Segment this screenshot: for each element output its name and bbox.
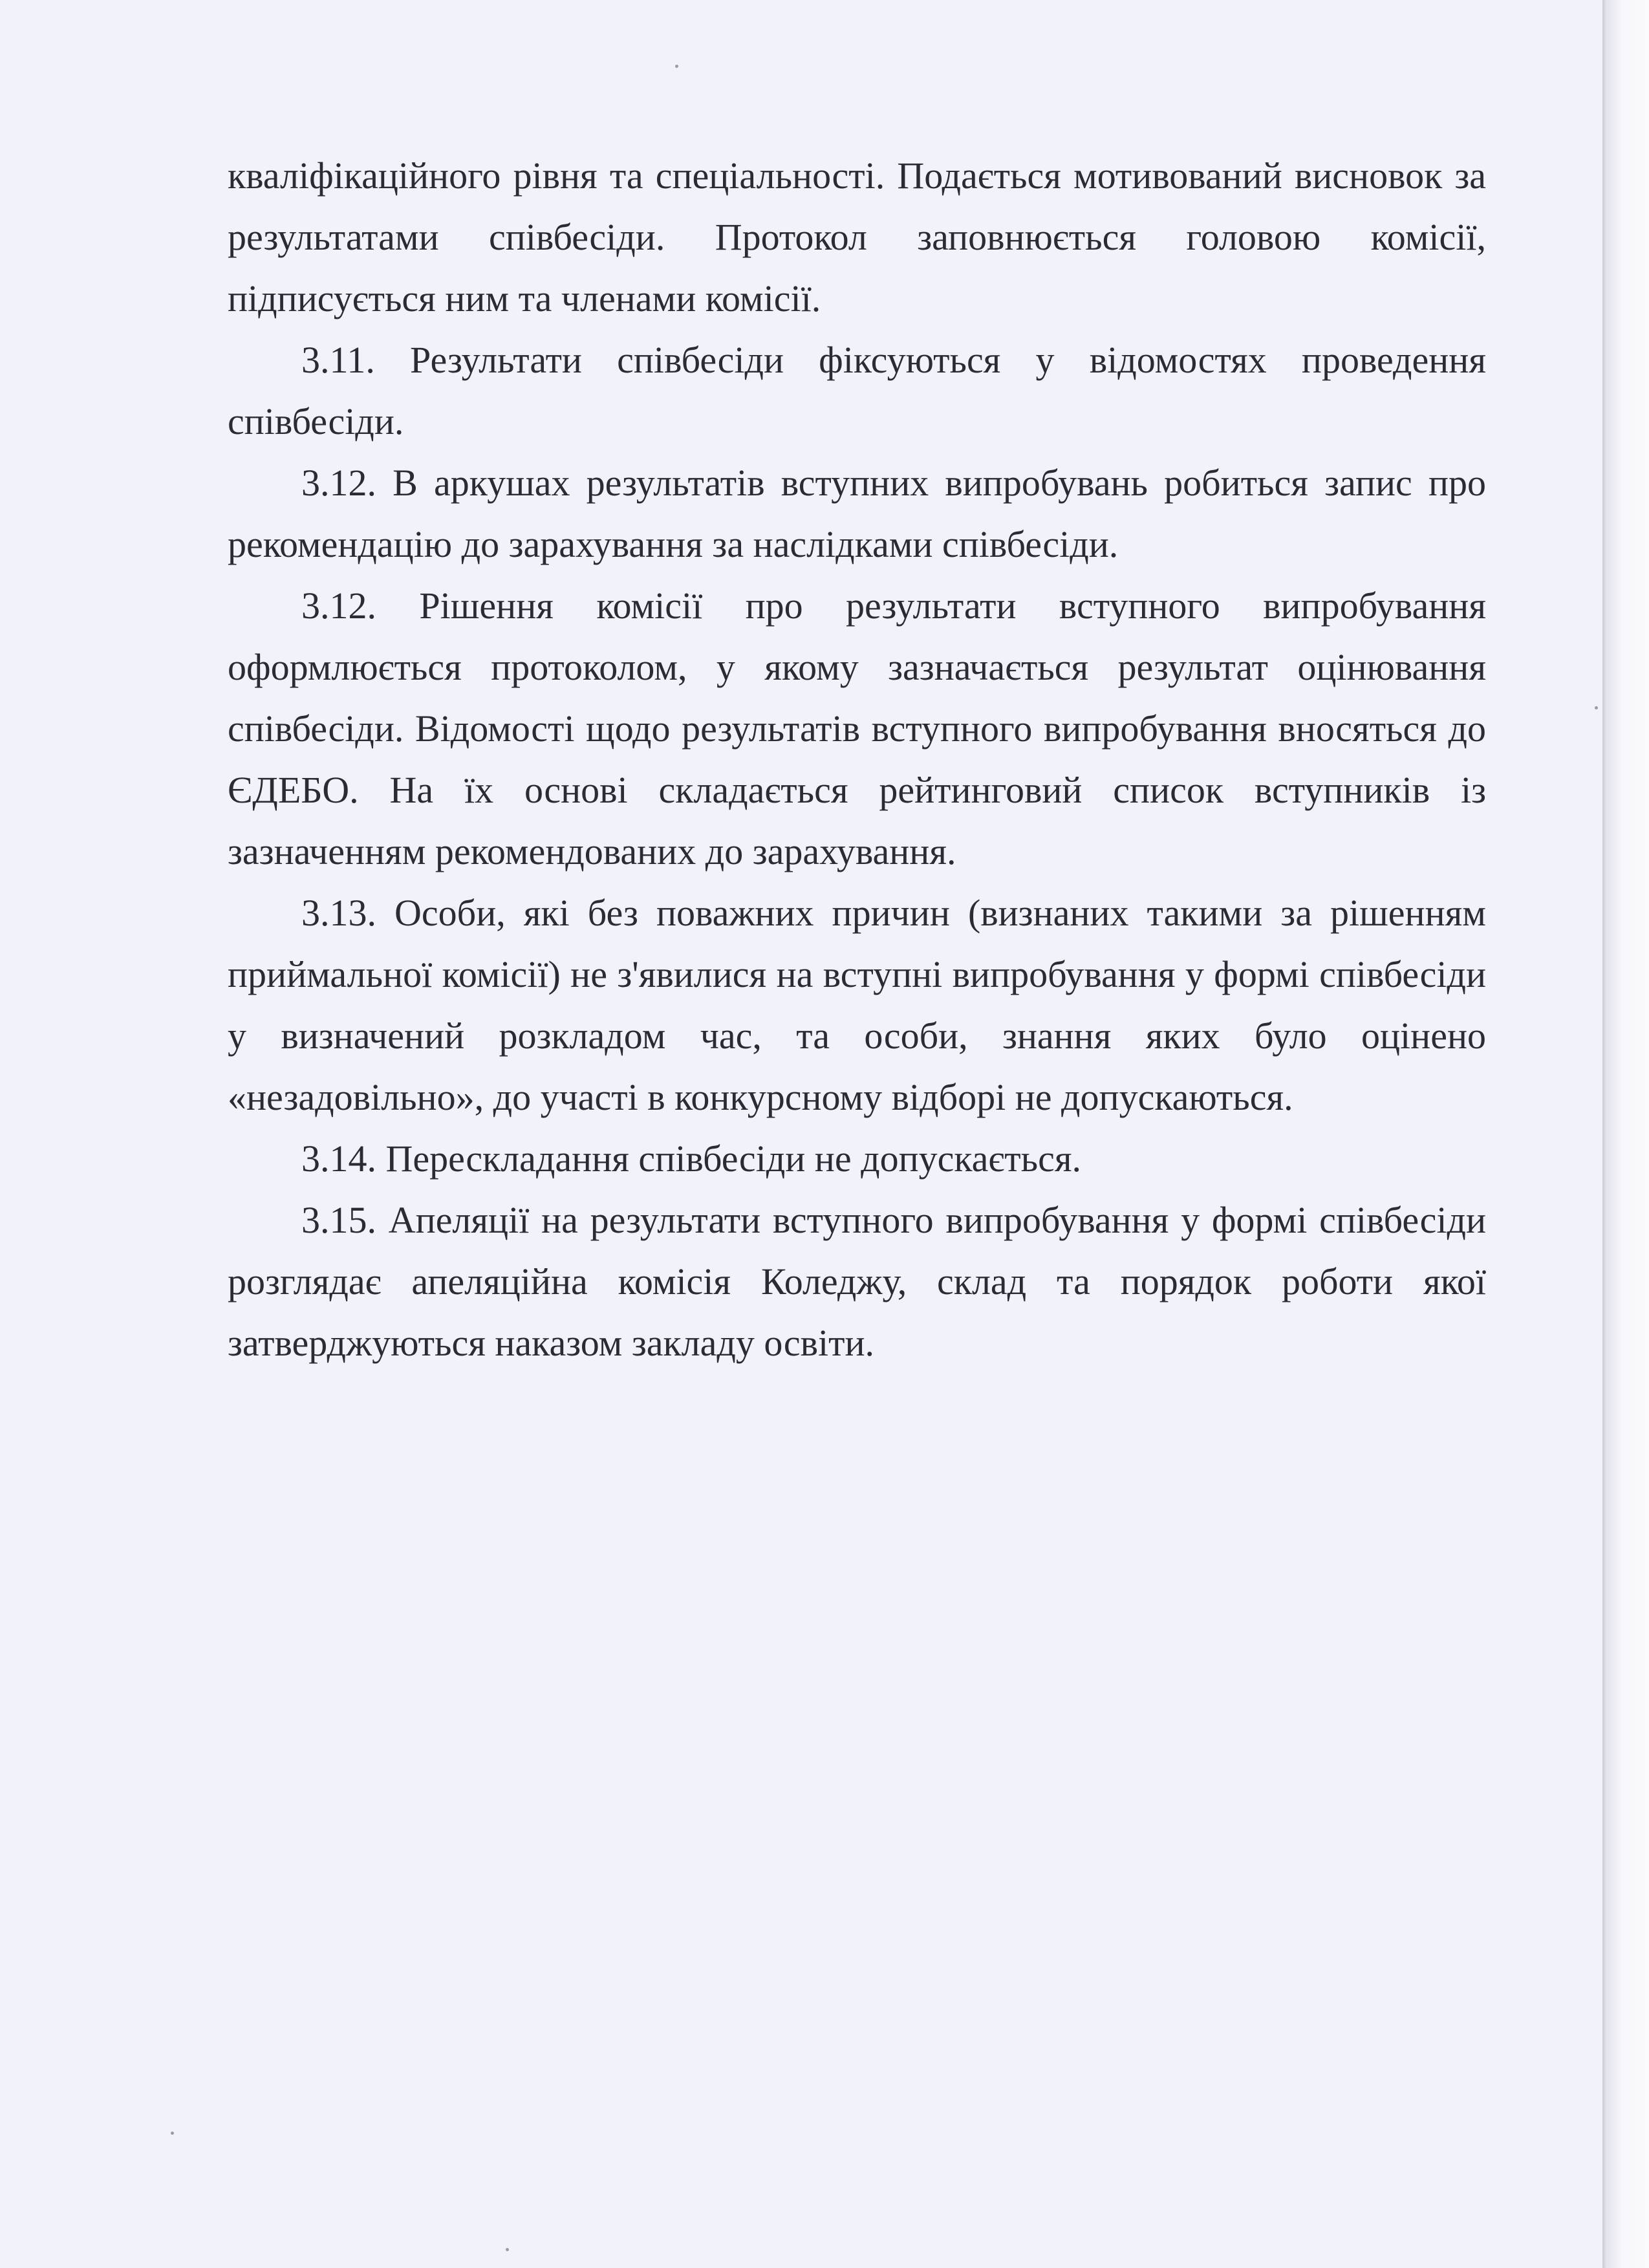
paragraph-3-12-a: 3.12. В аркушах результатів вступних випробувань робиться запис про рекомендацію до зарахування за наслідками співбесіди. xyxy=(228,462,1486,565)
scan-edge-shadow xyxy=(1602,0,1649,2268)
paragraph-3-12-b: 3.12. Рішення комісії про результати вступного випробування оформлюється протоколом, у якому зазначається результат оцінювання співбесіди. Відомості щодо результатів вступного випробування вносяться до ЄДЕБО. На їх основі складається рейтинговий список вступників із зазначенням рекомендованих до зарахування. xyxy=(228,585,1486,872)
paragraph-continued: кваліфікаційного рівня та спеціальності. Подається мотивований висновок за результатами співбесіди. Протокол заповнюється головою комісії, підписується ним та членами комісії. xyxy=(228,155,1486,319)
scan-speck xyxy=(171,2132,174,2135)
scan-speck xyxy=(675,65,678,68)
document-body xyxy=(228,145,1486,1374)
paragraph-3-13: 3.13. Особи, які без поважних причин (визнаних такими за рішенням приймальної комісії) не з'явилися на вступні випробування у формі співбесіди у визначений розкладом час, та особи, знання яких було оцінено «незадовільно», до участі в конкурсному відборі не допускаються. xyxy=(228,892,1486,1118)
scan-speck xyxy=(506,2248,509,2251)
paragraph-3-15: 3.15. Апеляції на результати вступного випробування у формі співбесіди розглядає апеляційна комісія Коледжу, склад та порядок роботи якої затверджуються наказом закладу освіти. xyxy=(228,1199,1486,1364)
scan-speck xyxy=(1595,706,1598,709)
paragraph-3-14: 3.14. Перескладання співбесіди не допускається. xyxy=(301,1138,1082,1180)
paragraph-3-11: 3.11. Результати співбесіди фіксуються у відомостях проведення співбесіди. xyxy=(228,339,1486,442)
